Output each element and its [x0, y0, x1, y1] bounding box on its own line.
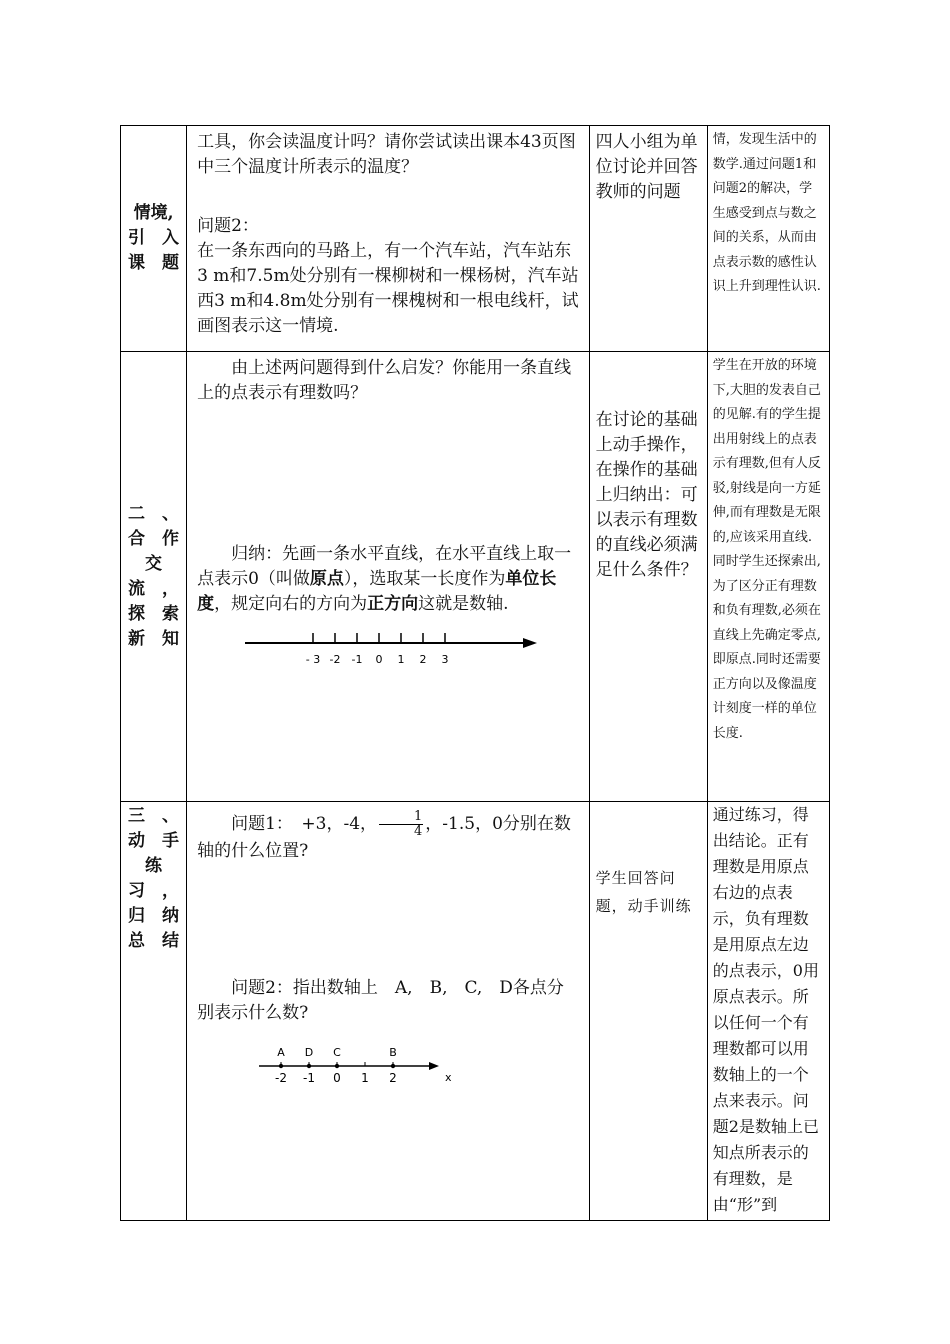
- stage-label-line: 课 题: [128, 253, 180, 273]
- axis-variable-label: x: [445, 1071, 452, 1084]
- fraction-denominator: 4: [414, 824, 423, 839]
- summary-part: ，规定向右的方向为: [214, 594, 368, 614]
- point-marker: [391, 1064, 395, 1068]
- summary-text: [197, 542, 581, 617]
- spacer: [197, 864, 581, 976]
- summary-part: 这就是数轴.: [418, 594, 509, 614]
- exercise-question-2: 问题2：指出数轴上 A, B, C, D各点分别表示什么数?: [197, 978, 564, 1023]
- point-label: B: [389, 1046, 397, 1059]
- axis-tick-label: 2: [419, 653, 427, 666]
- stage-cell: [121, 126, 187, 352]
- axis-tick-label: - 3: [305, 653, 321, 666]
- table-row: [121, 126, 830, 352]
- stage-label-line: 归 纳: [128, 906, 180, 926]
- summary-part: 归纳：先画一条水平直线，在水平直线上取一点表示0（叫做: [197, 544, 572, 589]
- question-text: 在一条东西向的马路上，有一个汽车站，汽车站东3 m和7.5m处分别有一棵柳树和一棵杨树，汽车站西3 m和4.8m处分别有一棵槐树和一根电线杆，试画图表示这一情境.: [197, 241, 579, 336]
- intro-question: 由上述两问题得到什么启发？你能用一条直线上的点表示有理数吗？: [197, 358, 572, 403]
- stage-label-line: 交: [145, 553, 163, 574]
- student-activity-cell: [589, 352, 707, 802]
- axis-arrow-icon: [523, 638, 537, 648]
- stage-cell: [121, 352, 187, 802]
- stage-label-line: 习 ，: [128, 881, 180, 901]
- design-intent-cell: [707, 126, 829, 352]
- axis-arrow-icon: [429, 1062, 439, 1070]
- stage-label-line: 总 结: [128, 931, 180, 951]
- summary-part: ），选取某一长度作为: [343, 569, 506, 589]
- stage-label-line: 动 手: [128, 831, 180, 851]
- teacher-activity-cell: [187, 802, 590, 1221]
- point-marker: [307, 1064, 311, 1068]
- point-label: C: [333, 1046, 341, 1059]
- design-intent-text: 学生在开放的环境下,大胆的发表自己的见解.有的学生提出用射线上的点表示有理数,但有人反驳,射线是向一方延伸,而有理数是无限的,应该采用直线.同时学生还探索出,为了区分正有理数和负有理数,必须在直线上先确定零点,即原点.同时还需要正方向以及像温度计刻度一样的单位长度.: [712, 358, 821, 741]
- point-label: A: [277, 1046, 285, 1059]
- stage-label-line: 三 、: [128, 806, 180, 826]
- point-marker: [279, 1064, 283, 1068]
- question-part: 问题1： +3，-4，: [231, 814, 378, 834]
- term-unit-length: 单位长度: [197, 569, 557, 614]
- axis-tick-label: 1: [361, 1071, 369, 1085]
- lesson-plan-table: [120, 125, 830, 1221]
- axis-tick-label: 1: [397, 653, 405, 666]
- axis-tick-label: 0: [333, 1071, 341, 1085]
- question-part: ，-1.5，0分别在数轴的什么位置?: [197, 814, 571, 861]
- student-activity-text: 在讨论的基础上动手操作，在操作的基础上归纳出：可以表示有理数的直线必须满足什么条件？: [595, 410, 698, 580]
- labeled-number-line-diagram: [255, 1042, 515, 1092]
- axis-tick-label: 3: [441, 653, 449, 666]
- question-text: 工具，你会读温度计吗？请你尝试读出课本43页图中三个温度计所表示的温度？: [197, 132, 576, 177]
- stage-label-line: 二 、: [128, 503, 180, 524]
- stage-label-line: 练: [145, 856, 163, 876]
- point-marker: [335, 1064, 339, 1068]
- design-intent-cell: [707, 352, 829, 802]
- axis-tick-label: 2: [389, 1071, 397, 1085]
- number-line-diagram: [197, 623, 577, 673]
- table-row: [121, 802, 830, 1221]
- stage-label-line: 合 作: [128, 528, 180, 549]
- stage-label-line: 新 知: [128, 628, 180, 649]
- term-origin: 原点: [309, 569, 344, 589]
- teacher-activity-cell: [187, 126, 590, 352]
- table-row: [121, 352, 830, 802]
- student-activity-text: 四人小组为单位讨论并回答教师的问题: [595, 132, 698, 202]
- design-intent-text: 通过练习，得出结论。正有理数是用原点右边的点表示，负有理数是用原点左边的点表示，0用原点表示。所以任何一个有理数都可以用数轴上的一个点来表示。问题2是数轴上已知点所表示的有理数，是由“形”到: [712, 805, 819, 1214]
- axis-tick-label: -2: [329, 653, 341, 666]
- student-activity-cell: [589, 126, 707, 352]
- stage-label-line: 探 索: [128, 603, 180, 624]
- student-activity-cell: [589, 802, 707, 1221]
- spacer: [197, 180, 581, 214]
- axis-tick-label: -2: [275, 1071, 288, 1085]
- axis-tick-label: -1: [303, 1071, 316, 1085]
- stage-label-line: 引 入: [128, 228, 180, 248]
- point-label: D: [304, 1046, 314, 1059]
- exercise-question-1: [197, 810, 581, 864]
- axis-tick-label: 0: [375, 653, 383, 666]
- student-activity-text: 学生回答问题，动手训练: [595, 869, 692, 915]
- fraction-numerator: 1: [379, 810, 423, 825]
- stage-label-line: 流 ，: [128, 578, 180, 599]
- spacer: [197, 406, 581, 542]
- fraction: [379, 810, 423, 839]
- teacher-activity-cell: [187, 352, 590, 802]
- stage-label-line: 情境,: [133, 203, 174, 223]
- question-heading: 问题2：: [197, 216, 259, 236]
- term-positive-direction: 正方向: [367, 594, 419, 614]
- stage-cell: [121, 802, 187, 1221]
- design-intent-text: 情，发现生活中的数学.通过问题1和问题2的解决，学生感受到点与数之间的关系，从而由点表示数的感性认识上升到理性认识.: [712, 132, 821, 294]
- axis-tick-label: -1: [351, 653, 363, 666]
- design-intent-cell: [707, 802, 829, 1221]
